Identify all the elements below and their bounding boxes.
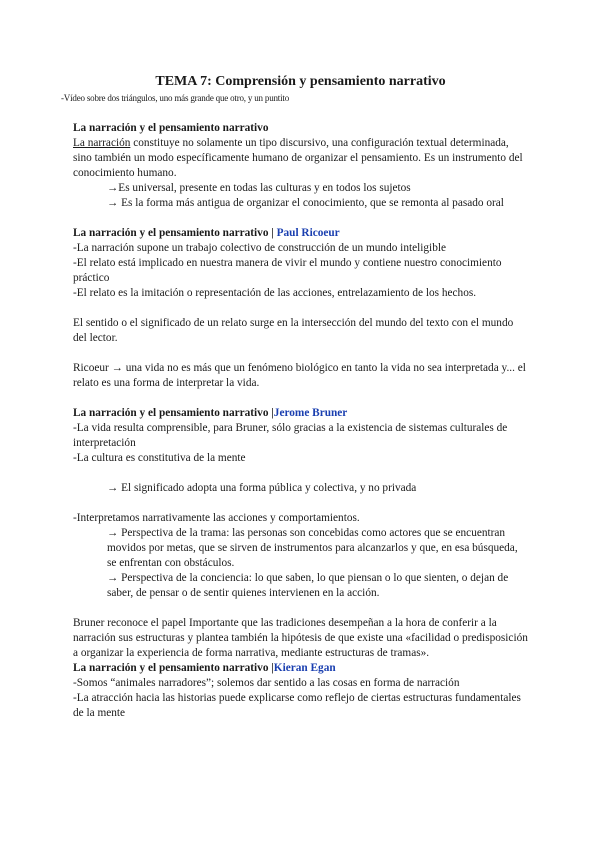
section-heading-egan [73, 661, 528, 676]
section-heading-ricoeur [73, 226, 528, 241]
arrow-significado: → El significado adopta una forma pública y colectiva, y no privada [107, 482, 417, 494]
list-item: -La atracción hacia las historias puede explicarse como reflejo de ciertas estructuras fundamentales de la mente [73, 692, 521, 719]
heading-text: La narración y el pensamiento narrativo | [73, 407, 274, 419]
list-item: -La vida resulta comprensible, para Bruner, sólo gracias a la existencia de sistemas culturales de interpretación [73, 422, 508, 449]
list-item: -Somos “animales narradores”; solemos dar sentido a las cosas en forma de narración [73, 677, 460, 689]
list-item: -La cultura es constitutiva de la mente [73, 452, 246, 464]
page-subtitle: -Vídeo sobre dos triángulos, uno más grande que otro, y un puntito [61, 93, 290, 103]
intro-rest: constituye no solamente un tipo discursivo, una configuración textual determinada, sino también un modo específicamente humano de organizar el pensamiento. Es un instrumento del conocimiento humano. [73, 137, 523, 179]
author-name: Jerome Bruner [273, 407, 348, 419]
list-item: -Interpretamos narrativamente las acciones y comportamientos. [73, 512, 360, 524]
list-item: -La narración supone un trabajo colectivo de construcción de un mundo inteligible [73, 242, 446, 254]
heading-text: La narración y el pensamiento narrativo | [73, 227, 277, 239]
intro-underlined-term: La narración [73, 137, 131, 149]
page-title: TEMA 7: Comprensión y pensamiento narrativo [155, 74, 446, 89]
section-intro [73, 136, 528, 181]
paragraph-sentido: El sentido o el significado de un relato surge en la intersección del mundo del texto con el mundo del lector. [73, 317, 514, 344]
author-name: Paul Ricoeur [276, 227, 340, 239]
bullet-universal: →Es universal, presente en todas las culturas y en todos los sujetos [107, 182, 411, 194]
bullet-perspectiva-trama: → Perspectiva de la trama: las personas son concebidas como actores que se encuentran movidos por metas, que se sirven de instrumentos para alcanzarlos y que, en esa búsqueda, se enfrentan con obstáculos. [107, 527, 518, 569]
section-heading-narracion: La narración y el pensamiento narrativo [73, 122, 269, 134]
paragraph-bruner-closing: Bruner reconoce el papel Importante que las tradiciones desempeñan a la hora de conferir a la narración sus estructuras y plantea también la hipótesis de que existe una «facilidad o predisposición a organizar la experiencia de forma narrativa, mediante estructuras de tramas». [73, 617, 528, 659]
heading-text: La narración y el pensamiento narrativo | [73, 662, 274, 674]
document-page [61, 74, 528, 721]
section-heading-bruner [73, 406, 528, 421]
list-item: -El relato está implicado en nuestra manera de vivir el mundo y contiene nuestro conocimiento práctico [73, 257, 502, 284]
bullet-perspectiva-conciencia: → Perspectiva de la conciencia: lo que saben, lo que piensan o lo que sienten, o dejan de saber, de pensar o de sentir quienes intervienen en la acción. [107, 572, 509, 599]
bullet-forma-antigua: → Es la forma más antigua de organizar el conocimiento, que se remonta al pasado oral [107, 197, 504, 209]
paragraph-ricoeur-vida: Ricoeur → una vida no es más que un fenómeno biológico en tanto la vida no sea interpretada y... el relato es una forma de interpretar la vida. [73, 362, 526, 389]
author-name: Kieran Egan [273, 662, 336, 674]
list-item: -El relato es la imitación o representación de las acciones, entrelazamiento de los hechos. [73, 287, 477, 299]
